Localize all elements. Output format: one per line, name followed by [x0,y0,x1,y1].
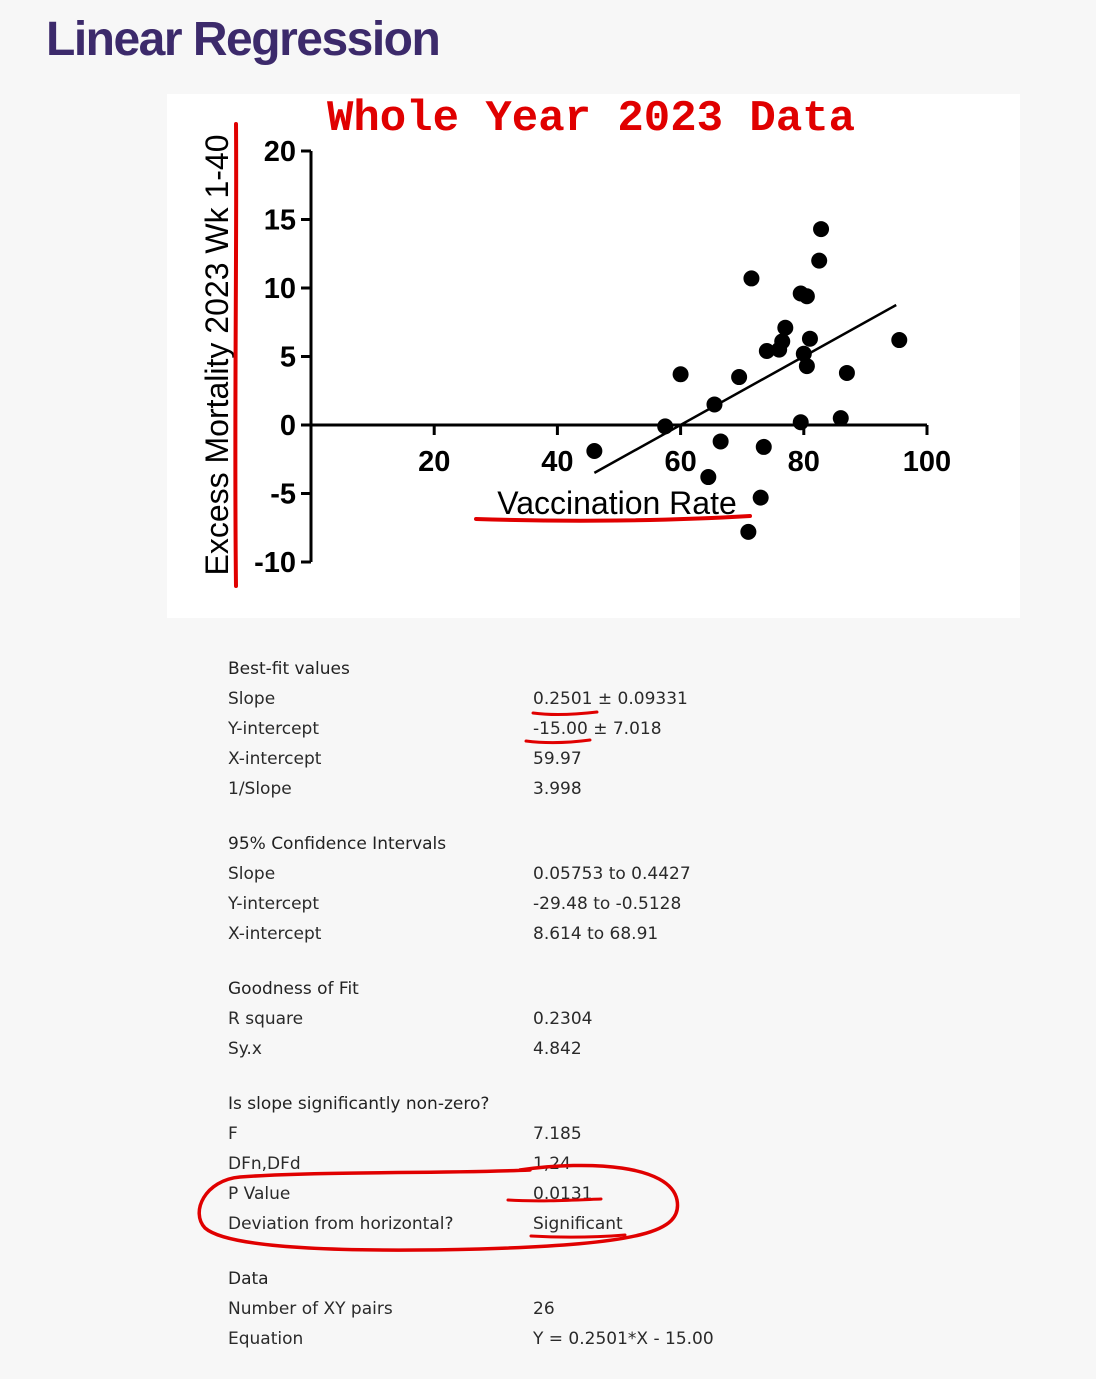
stat-label: Deviation from horizontal? [228,1214,454,1234]
stat-value: 0.2304 [533,1009,593,1029]
stats-row [228,1179,788,1209]
stats-section [228,829,788,949]
data-point [731,369,747,385]
stat-value: Significant [533,1214,623,1234]
stat-label: Equation [228,1329,304,1349]
stats-section [228,1089,788,1239]
section-heading: Best-fit values [228,659,350,679]
stats-row [228,1119,788,1149]
stats-section [228,1264,788,1354]
x-tick-label: 100 [902,446,952,478]
stat-label: F [228,1124,238,1144]
stat-value: -29.48 to -0.5128 [533,894,682,914]
y-tick-label: 10 [263,273,296,305]
x-tick-label: 60 [664,446,697,478]
stats-section [228,974,788,1064]
regression-line [594,305,896,473]
stats-row [228,1004,788,1034]
data-point [833,410,849,426]
chart-title: Whole Year 2023 Data [326,94,856,144]
page-title: Linear Regression [46,13,440,66]
stat-value: 3.998 [533,779,582,799]
section-heading: Is slope significantly non-zero? [228,1094,490,1114]
stats-row [228,714,788,744]
stats-row [228,1034,788,1064]
stat-value: 0.05753 to 0.4427 [533,864,691,884]
stats-row [228,919,788,949]
data-point [774,333,790,349]
stat-label: DFn,DFd [228,1154,301,1174]
data-point [891,332,907,348]
y-tick-label: 15 [263,204,296,237]
stats-row [228,1294,788,1324]
stat-label: Slope [228,689,276,709]
data-point [740,524,756,540]
stat-value: 0.0131 [533,1184,593,1204]
data-point [799,288,815,304]
y-axis-label: Excess Mortality 2023 Wk 1-40 [199,134,235,576]
y-label-highlight [235,124,236,586]
stats-row [228,1209,788,1239]
data-point [753,490,769,506]
data-point [756,439,772,455]
stats-row [228,744,788,774]
data-point [713,433,729,449]
x-tick-label: 40 [541,446,574,478]
stat-value: 4.842 [533,1039,582,1059]
stat-label: Y-intercept [228,719,320,739]
stat-value: Y = 0.2501*X - 15.00 [533,1329,714,1349]
y-tick-label: 20 [263,136,296,168]
chart-panel [167,94,1020,618]
stats-row [228,859,788,889]
section-heading: Data [228,1269,269,1289]
stat-value: 1,24 [533,1154,571,1174]
data-point [586,443,602,459]
data-point [802,331,818,347]
stat-label: X-intercept [228,924,322,944]
data-point [743,270,759,286]
stat-value: -15.00 ± 7.018 [533,719,662,739]
data-point [813,221,829,237]
stat-label: Sy.x [228,1039,262,1059]
stats-row [228,889,788,919]
stat-value: 7.185 [533,1124,582,1144]
section-heading: 95% Confidence Intervals [228,834,447,854]
stat-label: Y-intercept [228,894,320,914]
data-point [706,396,722,412]
section-heading: Goodness of Fit [228,979,359,999]
stats-row [228,1324,788,1354]
x-tick-label: 20 [418,446,451,478]
stat-label: Slope [228,864,276,884]
y-tick-label: 0 [279,410,296,442]
x-axis-label: Vaccination Rate [497,485,737,521]
stat-label: 1/Slope [228,779,292,799]
stat-label: P Value [228,1184,291,1204]
stat-value: 8.614 to 68.91 [533,924,659,944]
regression-results [228,654,788,1379]
x-tick-label: 80 [787,446,820,478]
stats-row [228,1149,788,1179]
stats-row [228,774,788,804]
stats-section [228,654,788,804]
stat-value: 0.2501 ± 0.09331 [533,689,688,709]
data-point [793,414,809,430]
data-point [700,469,716,485]
y-tick-label: -10 [254,547,296,579]
y-tick-label: -5 [270,478,296,511]
stat-label: Number of XY pairs [228,1299,393,1319]
y-tick-label: 5 [279,341,296,374]
data-point [777,320,793,336]
data-point [811,253,827,269]
stat-label: X-intercept [228,749,322,769]
data-point [673,366,689,382]
stats-row [228,684,788,714]
stat-value: 59.97 [533,749,582,769]
scatter-chart [167,94,1020,618]
data-point [839,365,855,381]
data-point [657,418,673,434]
stat-value: 26 [533,1299,555,1319]
data-point [799,358,815,374]
stat-label: R square [228,1009,304,1029]
